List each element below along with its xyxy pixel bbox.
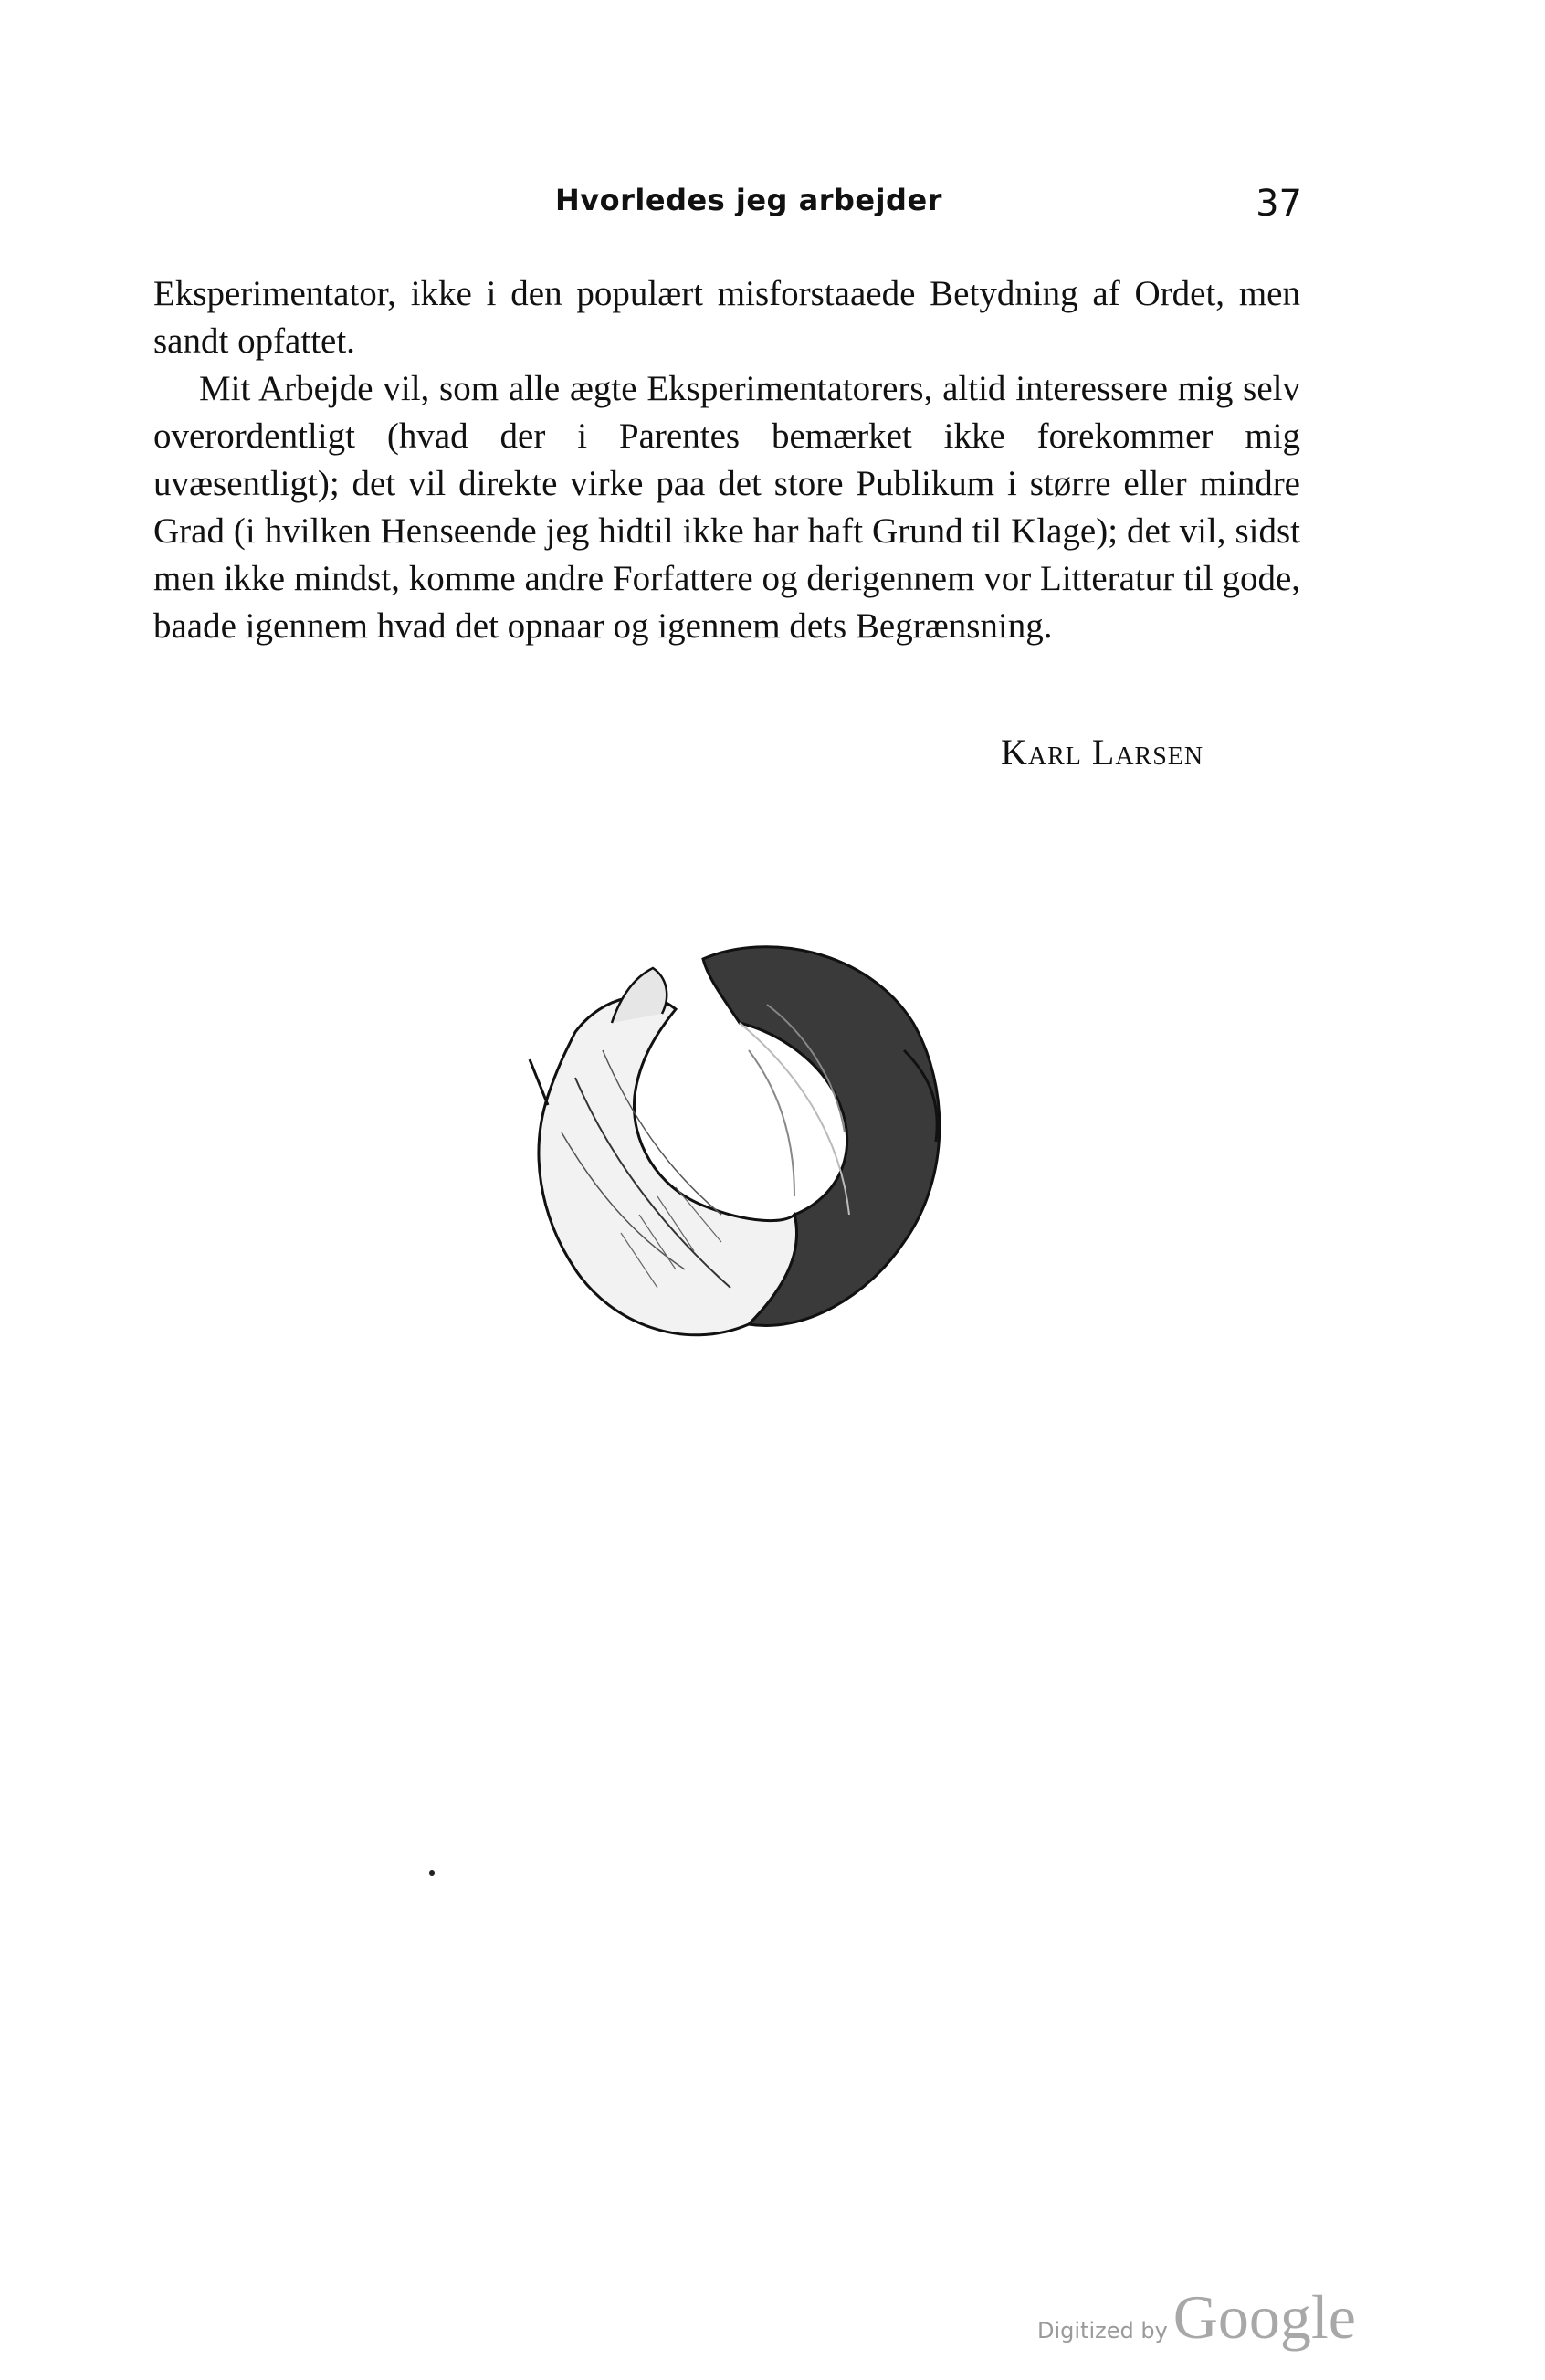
watermark-brand: Google — [1172, 2282, 1356, 2352]
stray-ink-dot — [429, 1870, 435, 1876]
page-number: 37 — [1256, 183, 1302, 225]
digitization-watermark — [1037, 2281, 1356, 2354]
watermark-prefix: Digitized by — [1037, 2318, 1168, 2343]
body-text — [153, 270, 1300, 650]
curled-leaf-vignette-icon — [475, 922, 968, 1361]
running-title: Hvorledes jeg arbejder — [555, 183, 942, 217]
author-signature: Karl Larsen — [1001, 732, 1204, 773]
paragraph-2: Mit Arbejde vil, som alle ægte Eksperimentatorers, altid interessere mig selv overordentligt (hvad der i Parentes bemærket ikke forekommer mig uvæsentligt); det vil direkte virke paa det store Publikum i større eller mindre Grad (i hvilken Henseende jeg hidtil ikke har haft Grund til Klage); det vil, sidst men ikke mindst, komme andre Forfattere og derigennem vor Litteratur til gode, baade igennem hvad det opnaar og igennem dets Begrænsning. — [153, 369, 1300, 646]
paragraph-1: Eksperimentator, ikke i den populært misforstaaede Betydning af Ordet, men sandt opfattet. — [153, 274, 1300, 361]
